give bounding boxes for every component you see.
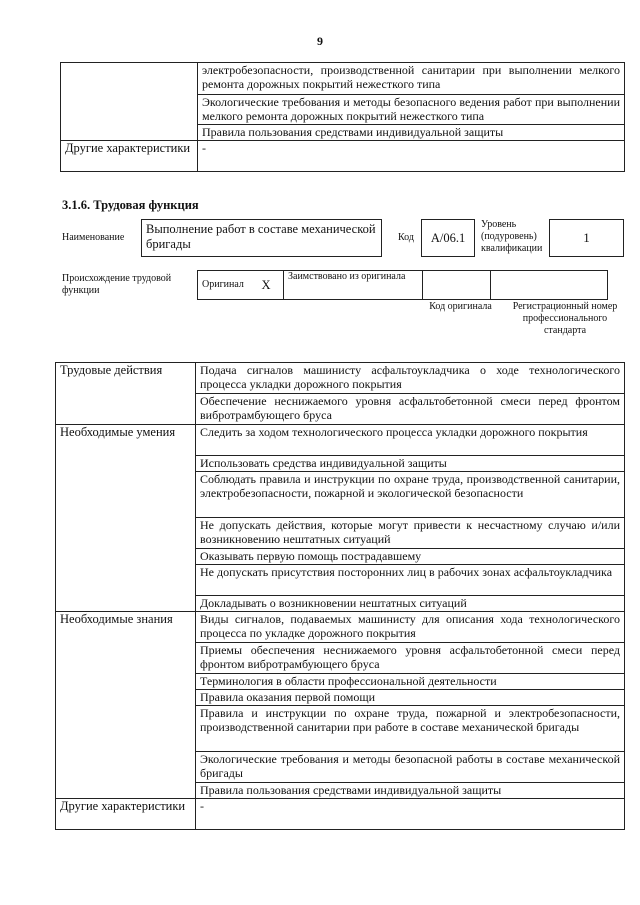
other-characteristics-label: Другие характеристики — [56, 799, 196, 830]
other-characteristics-value: - — [196, 799, 625, 830]
original-code-cell — [423, 271, 491, 300]
function-code-box: А/06.1 — [421, 219, 475, 257]
registration-number-cell — [491, 271, 608, 300]
skill-item: Следить за ходом технологического процесса укладки дорожного покрытия — [196, 425, 625, 456]
registration-caption: Регистрационный номер профессионального стандарта — [512, 301, 618, 336]
continued-row: Правила пользования средствами индивидуальной защиты — [198, 125, 625, 141]
function-name-box: Выполнение работ в составе механической бригады — [141, 219, 382, 257]
skill-item: Соблюдать правила и инструкции по охране труда, производственной санитарии, электробезопасности, пожарной и экологической безопасности — [196, 472, 625, 518]
empty-label-cell — [61, 63, 198, 141]
original-label: Оригинал — [198, 271, 258, 300]
action-item: Обеспечение неснижаемого уровня асфальтобетонной смеси перед фронтом вибротрамбующего бруса — [196, 394, 625, 425]
skill-item: Оказывать первую помощь пострадавшему — [196, 549, 625, 565]
code-caption: Код оригинала — [429, 301, 492, 312]
continued-row: электробезопасности, производственной санитарии при выполнении мелкого ремонта дорожных покрытий нежесткого типа — [198, 63, 625, 95]
knowledge-item: Приемы обеспечения неснижаемого уровня асфальтобетонной смеси перед фронтом вибротрамбующего бруса — [196, 643, 625, 674]
knowledge-item: Правила пользования средствами индивидуальной защиты — [196, 783, 625, 799]
other-characteristics-label: Другие характеристики — [61, 141, 198, 172]
knowledge-item: Правила оказания первой помощи — [196, 690, 625, 706]
function-table — [55, 362, 625, 830]
origin-table — [197, 270, 608, 300]
name-label: Наименование — [62, 232, 125, 243]
knowledge-item: Правила и инструкции по охране труда, пожарной и электробезопасности, производственной санитарии при работе в составе механической бригады — [196, 706, 625, 752]
skills-label: Необходимые умения — [56, 425, 196, 612]
actions-label: Трудовые действия — [56, 363, 196, 425]
level-label: Уровень (подуровень) квалификации — [481, 219, 543, 254]
level-value-box: 1 — [549, 219, 624, 257]
borrowed-label: Заимствовано из оригинала — [284, 271, 423, 300]
origin-label: Происхождение трудовой функции — [62, 273, 172, 296]
original-mark: X — [258, 271, 284, 300]
knowledge-item: Терминология в области профессиональной деятельности — [196, 674, 625, 690]
continued-row: Экологические требования и методы безопасного ведения работ при выполнении мелкого ремонта дорожных покрытий нежесткого типа — [198, 95, 625, 125]
skill-item: Докладывать о возникновении нештатных ситуаций — [196, 596, 625, 612]
action-item: Подача сигналов машинисту асфальтоукладчика о ходе технологического процесса укладки дорожного покрытия — [196, 363, 625, 394]
continued-table — [60, 62, 625, 172]
other-characteristics-value: - — [198, 141, 625, 172]
knowledge-item: Виды сигналов, подаваемых машинисту для описания хода технологического процесса по укладке дорожного покрытия — [196, 612, 625, 643]
skill-item: Использовать средства индивидуальной защиты — [196, 456, 625, 472]
skill-item: Не допускать действия, которые могут привести к несчастному случаю и/или возникновению нештатных ситуаций — [196, 518, 625, 549]
knowledge-item: Экологические требования и методы безопасной работы в составе механической бригады — [196, 752, 625, 783]
section-title: 3.1.6. Трудовая функция — [62, 198, 199, 212]
code-label: Код — [398, 232, 414, 243]
knowledge-label: Необходимые знания — [56, 612, 196, 799]
skill-item: Не допускать присутствия посторонних лиц в рабочих зонах асфальтоукладчика — [196, 565, 625, 596]
page-number: 9 — [317, 34, 323, 48]
